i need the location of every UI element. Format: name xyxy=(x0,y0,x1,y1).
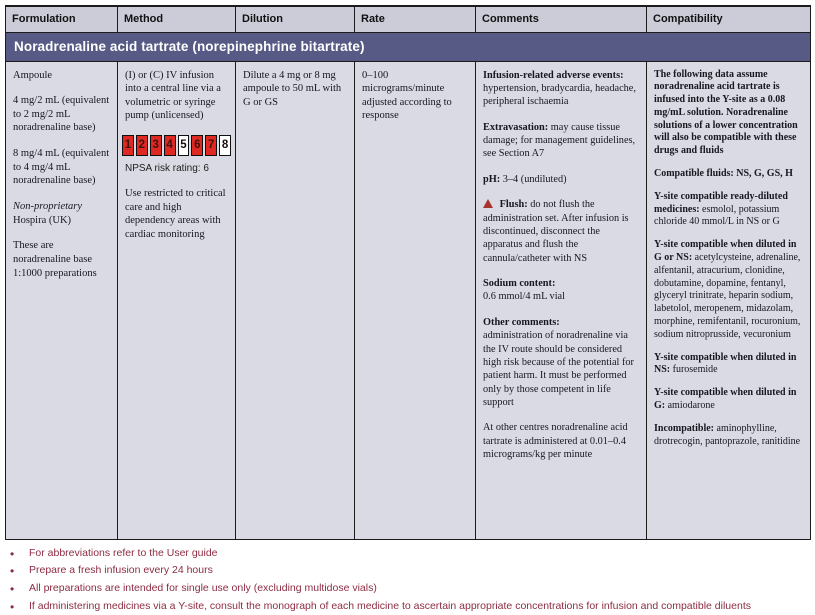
comments-extravasation xyxy=(483,121,639,161)
footnote-2 xyxy=(10,564,810,579)
formulation-strength-2: 8 mg/4 mL (equivalent to 4 mg/4 mL noradrenaline base) xyxy=(13,148,110,187)
compat-fluids xyxy=(654,168,803,181)
npsa-risk-strip xyxy=(122,135,231,156)
npsa-risk-rating: NPSA risk rating: 6 xyxy=(125,163,209,175)
comments-adverse-events xyxy=(483,69,639,109)
ph-label: pH: xyxy=(483,173,501,185)
bullet-icon xyxy=(10,547,29,562)
flush-label: Flush: xyxy=(499,199,528,211)
sodium-label: Sodium content: xyxy=(483,278,556,289)
adverse-events-label: Infusion-related adverse events: xyxy=(483,69,624,81)
method-route: (I) or (C) IV infusion into a central line via a volumetric or syringe pump (unlicensed) xyxy=(125,69,221,122)
monograph-table xyxy=(5,5,811,540)
risk-box-4: 4 xyxy=(164,135,176,156)
formulation-form: Ampoule xyxy=(13,69,53,81)
compat-ready-diluted xyxy=(654,191,803,229)
brand-type: Non-proprietary xyxy=(13,200,83,212)
brand-name: Hospira (UK) xyxy=(13,214,72,226)
column-header-method: Method xyxy=(118,6,236,32)
comments-other xyxy=(483,316,639,410)
sodium-text: 0.6 mmol/4 mL vial xyxy=(483,291,565,303)
column-header-dilution: Dilution xyxy=(236,6,355,32)
flush-text: do not flush the administration set. After infusion is discontinued, disconnect the apparatus and flush the cannula/catheter with NS xyxy=(483,199,629,264)
column-header-row xyxy=(6,6,811,32)
footnote-text: Prepare a fresh infusion every 24 hours xyxy=(29,564,213,577)
compat-ready-label: Y-site compatible ready-diluted medicines: xyxy=(654,190,788,215)
footnote-text: For abbreviations refer to the User guide xyxy=(29,546,218,559)
method-restriction: Use restricted to critical care and high dependency areas with cardiac monitoring xyxy=(125,188,226,240)
rate-cell xyxy=(355,61,476,539)
other-comments-label: Other comments: xyxy=(483,316,560,328)
compat-ns xyxy=(654,352,803,378)
risk-box-5: 5 xyxy=(178,135,190,156)
compat-g-text: amiodarone xyxy=(667,400,715,412)
compat-gns-label: Y-site compatible when diluted in G or NS: xyxy=(654,239,797,264)
column-header-comments: Comments xyxy=(476,6,647,32)
extravasation-text: may cause tissue damage; for management guidelines, see Section A7 xyxy=(483,121,636,160)
column-header-rate: Rate xyxy=(355,6,476,32)
incompatible-label: Incompatible: xyxy=(654,422,714,434)
compat-g xyxy=(654,387,803,413)
footnote-text: If administering medicines via a Y-site, consult the monograph of each medicine to ascertain appropriate concentrations for infusion and compatible diluents xyxy=(29,599,751,612)
comments-other-2: At other centres noradrenaline acid tartrate is administered at 0.01–0.4 micrograms/kg per minute xyxy=(483,422,628,461)
extravasation-label: Extravasation: xyxy=(483,121,549,133)
compat-ready-text: esmolol, potassium chloride 40 mmol/L in NS or G xyxy=(654,203,780,228)
dilution-cell xyxy=(236,61,355,539)
compat-intro: The following data assume noradrenaline acid tartrate is infused into the Y-site as a 0.08 mg/mL solution. Noradrenaline solutions of a lower concentration will also be compatible with these drugs and fluids xyxy=(654,68,798,157)
ph-text: 3–4 (undiluted) xyxy=(502,173,567,185)
risk-box-3: 3 xyxy=(150,135,162,156)
footnotes xyxy=(5,547,810,615)
comments-ph xyxy=(483,173,639,186)
warning-icon xyxy=(483,199,493,208)
risk-box-6: 6 xyxy=(191,135,203,156)
formulation-brand xyxy=(13,200,110,227)
risk-box-8: 8 xyxy=(219,135,231,156)
drug-title-row xyxy=(6,32,811,61)
compat-g-label: Y-site compatible when diluted in G: xyxy=(654,387,797,412)
bullet-icon xyxy=(10,582,29,597)
comments-sodium xyxy=(483,277,639,304)
compat-incompatible xyxy=(654,423,803,449)
formulation-cell xyxy=(6,61,118,539)
rate-text: 0–100 micrograms/minute adjusted according to response xyxy=(362,69,452,122)
comments-flush xyxy=(483,198,639,265)
footnote-text: All preparations are intended for single use only (excluding multidose vials) xyxy=(29,581,377,594)
risk-box-2: 2 xyxy=(136,135,148,156)
compat-gns-text: acetylcysteine, adrenaline, alfentanil, atracurium, clonidine, dobutamine, dopamine, fentanyl, glyceryl trinitrate, heparin sodium, labetolol, meropenem, midazolam, morphine, remifentanil, rocuronium, sodium nitroprusside, vecuronium xyxy=(654,252,801,340)
footnote-3 xyxy=(10,582,810,597)
formulation-note: These are noradrenaline base 1:1000 preparations xyxy=(13,240,97,279)
compat-ns-text: furosemide xyxy=(672,364,718,376)
dilution-text: Dilute a 4 mg or 8 mg ampoule to 50 mL with G or GS xyxy=(243,69,342,108)
method-cell xyxy=(118,61,236,539)
column-header-compatibility: Compatibility xyxy=(647,6,811,32)
footnote-1 xyxy=(10,547,810,562)
other-comments-text: administration of noradrenaline via the IV route should be considered high risk because of the potential for patient harm. It must be performed only by those competent in life support xyxy=(483,330,634,408)
risk-box-7: 7 xyxy=(205,135,217,156)
adverse-events-text: hypertension, bradycardia, headache, peripheral ischaemia xyxy=(483,82,636,108)
monograph-body-row xyxy=(6,61,811,539)
compat-ns-label: Y-site compatible when diluted in NS: xyxy=(654,351,797,376)
bullet-icon xyxy=(10,564,29,579)
comments-cell xyxy=(476,61,647,539)
column-header-formulation: Formulation xyxy=(6,6,118,32)
compatibility-cell xyxy=(647,61,811,539)
compat-g-or-ns xyxy=(654,239,803,341)
compat-fluids-label: Compatible fluids: xyxy=(654,168,734,180)
compat-fluids-text: NS, G, GS, H xyxy=(736,168,793,180)
formulation-strength-1: 4 mg/2 mL (equivalent to 2 mg/2 mL noradrenaline base) xyxy=(13,95,110,134)
incompatible-text: aminophylline, drotrecogin, pantoprazole, ranitidine xyxy=(654,422,801,447)
bullet-icon xyxy=(10,600,29,615)
risk-box-1: 1 xyxy=(122,135,134,156)
footnote-4 xyxy=(10,600,810,615)
drug-title: Noradrenaline acid tartrate (norepinephrine bitartrate) xyxy=(6,32,811,61)
